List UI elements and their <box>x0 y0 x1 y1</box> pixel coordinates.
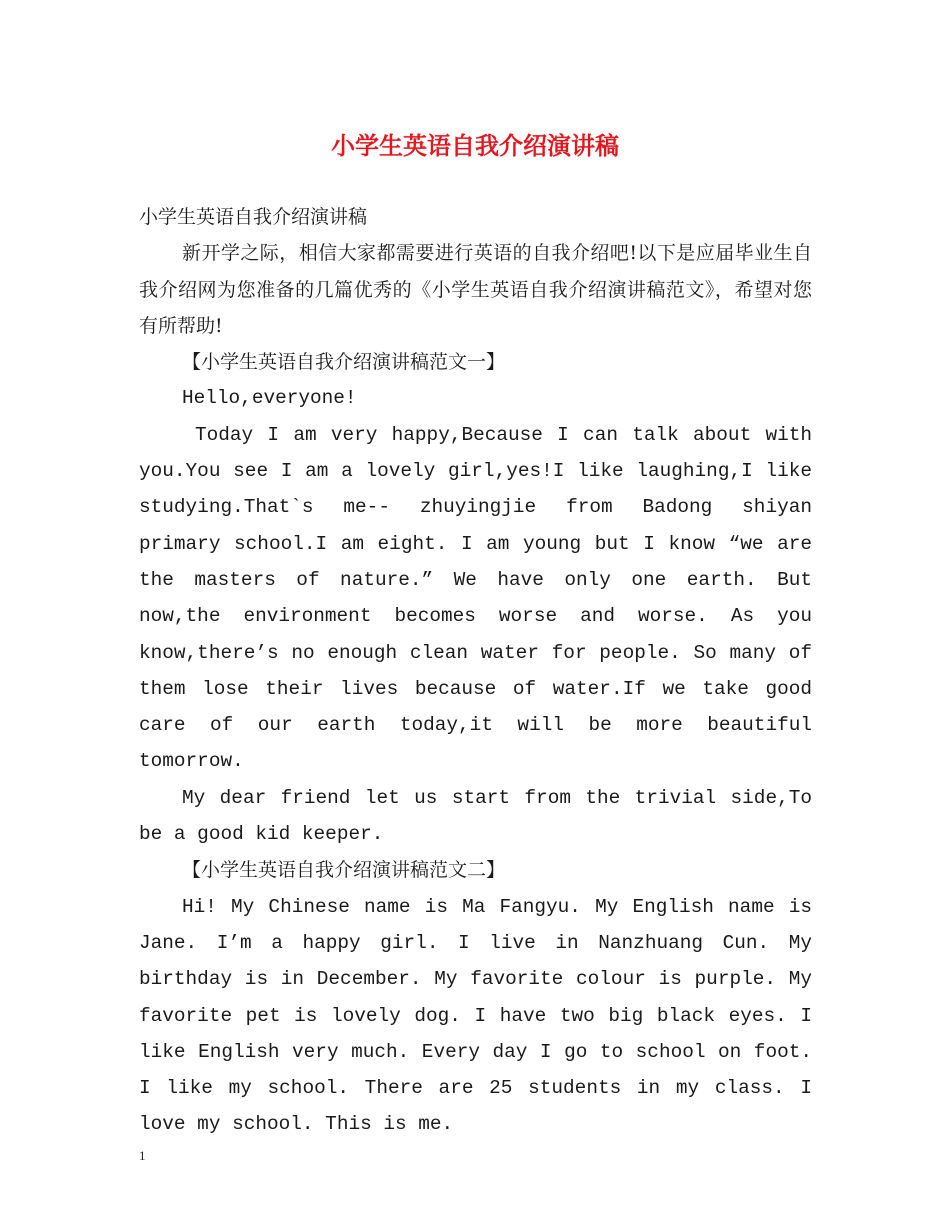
speech-two-paragraph: Hi! My Chinese name is Ma Fangyu. My English name is Jane. I’m a happy girl. I live in Nanzhuang Cun. My birthday is in December. My favorite colour is purple. My favorite pet is lovely dog. I have two big black eyes. I like English very much. Every day I go to school on foot. I like my school. There are 25 students in my class. I love my school. This is me. <box>139 895 812 1136</box>
subtitle-paragraph: 小学生英语自我介绍演讲稿 <box>139 206 368 228</box>
document-body <box>139 199 812 1143</box>
section-heading-one: 【小学生英语自我介绍演讲稿范文一】 <box>182 351 506 374</box>
intro-paragraph: 新开学之际，相信大家都需要进行英语的自我介绍吧!以下是应届毕业生自我介绍网为您准备的几篇优秀的《小学生英语自我介绍演讲稿范文》，希望对您有所帮助! <box>139 242 812 337</box>
page-number: 1 <box>139 1148 146 1163</box>
section-heading-two: 【小学生英语自我介绍演讲稿范文二】 <box>182 859 506 882</box>
speech-one-closing: My dear friend let us start from the trivial side,To be a good kid keeper. <box>139 786 812 846</box>
speech-one-paragraph: Today I am very happy,Because I can talk about with you.You see I am a lovely girl,yes!I like laughing,I like studying.That`s me-- zhuyingjie from Badong shiyan primary school.I am eight. I am young but I know “we are the masters of nature.” We have only one earth. But now,the environment becomes worse and worse. As you know,there’s no enough clean water for people. So many of them lose their lives because of water.If we take good care of our earth today,it will be more beautiful tomorrow. <box>139 423 812 773</box>
document-title: 小学生英语自我介绍演讲稿 <box>331 131 619 160</box>
greeting-paragraph: Hello,everyone! <box>182 387 357 410</box>
